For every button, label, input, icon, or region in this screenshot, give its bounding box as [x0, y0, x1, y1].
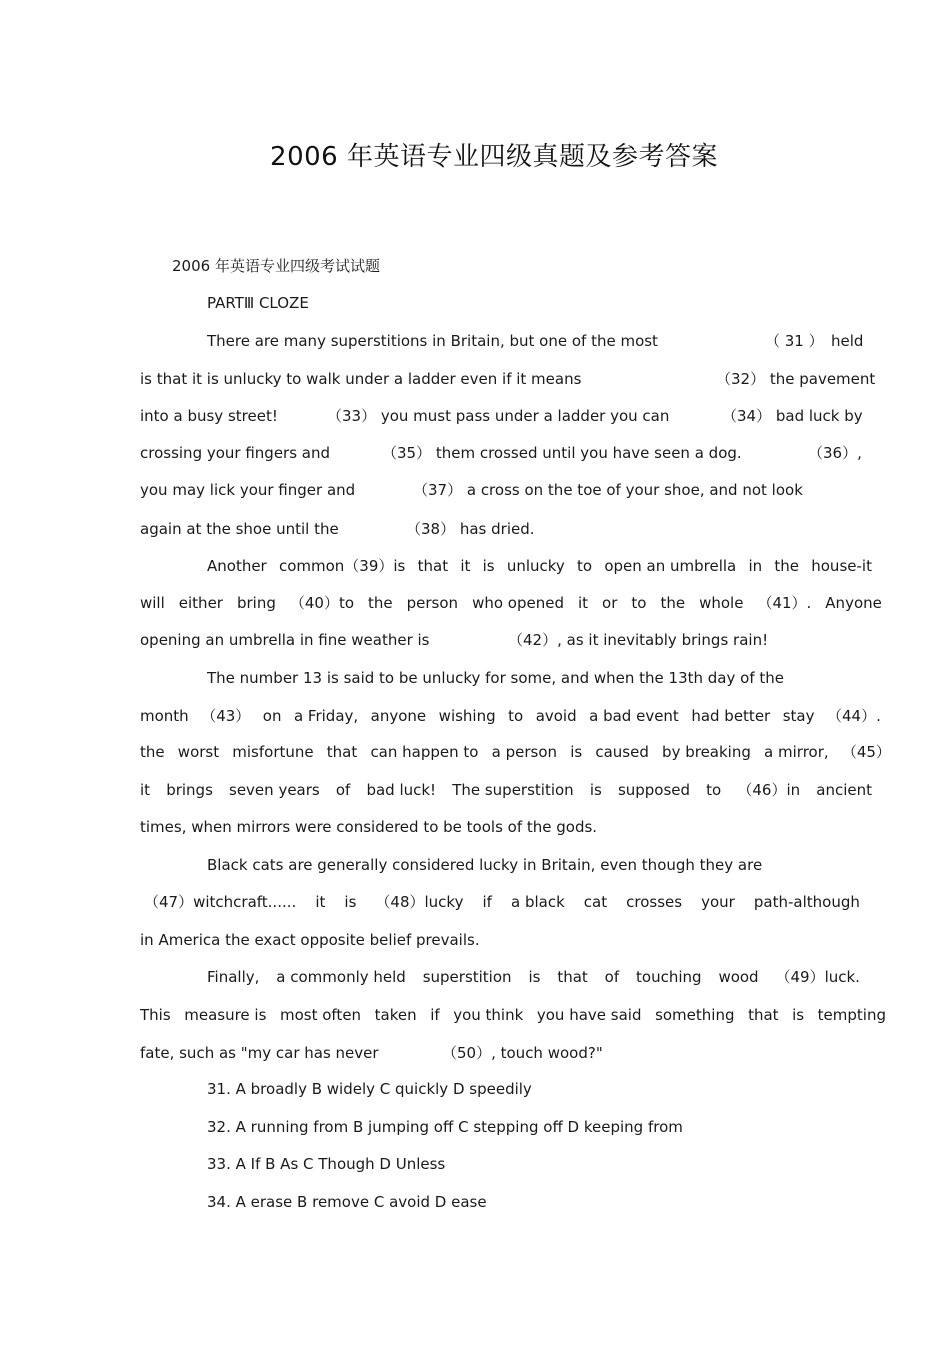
p2-line-3b: （42）, as it inevitably brings rain!: [508, 631, 769, 649]
word: of: [604, 968, 620, 986]
p2-line-3a: opening an umbrella in fine weather is: [140, 631, 430, 649]
p1-line-1b: （ 31 ）: [765, 332, 824, 350]
word: if: [482, 893, 492, 911]
option-34: 34. A erase B remove C avoid D ease: [207, 1193, 487, 1211]
word: superstition: [422, 968, 512, 986]
p1-line-2b: （32） the pavement: [716, 370, 876, 388]
word: supposed: [617, 781, 691, 799]
word: a bad event: [589, 707, 679, 725]
word: that: [748, 1006, 779, 1024]
word: or: [602, 594, 618, 612]
word: your: [701, 893, 735, 911]
word: seven years: [229, 781, 320, 799]
word: （46）in: [737, 781, 801, 799]
word: the: [368, 594, 393, 612]
word: on: [262, 707, 282, 725]
word: wishing: [438, 707, 496, 725]
word: is: [570, 743, 583, 761]
p2-line-1: [207, 556, 872, 576]
word: （40）to: [289, 594, 355, 612]
word: had better: [691, 707, 771, 725]
p5-line-3b: （50）, touch wood?": [442, 1044, 603, 1062]
p1-line-3b: （33） you must pass under a ladder you can: [327, 407, 670, 425]
subtitle-year: 2006: [172, 257, 215, 275]
word: it: [460, 557, 471, 575]
p1-line-4a: crossing your fingers and: [140, 444, 331, 462]
word: Finally,: [207, 968, 260, 986]
word: cat: [583, 893, 608, 911]
word: open an umbrella: [604, 557, 737, 575]
word: crosses: [626, 893, 683, 911]
word: it: [577, 594, 589, 612]
word: Another: [207, 557, 267, 575]
p1-line-6a: again at the shoe until the: [140, 520, 339, 538]
part-heading: PARTⅢ CLOZE: [207, 294, 309, 312]
word: a Friday,: [293, 707, 359, 725]
word: stay: [782, 707, 815, 725]
option-31: 31. A broadly B widely C quickly D speedily: [207, 1080, 532, 1098]
p1-line-4b: （35） them crossed until you have seen a dog.: [382, 444, 742, 462]
word: to: [631, 594, 647, 612]
p5-line-3a: fate, such as "my car has never: [140, 1044, 379, 1062]
word: path-although: [753, 893, 860, 911]
p1-line-5a: you may lick your finger and: [140, 481, 356, 499]
option-33: 33. A If B As C Though D Unless: [207, 1155, 446, 1173]
word: measure is: [184, 1006, 267, 1024]
word: to: [508, 707, 524, 725]
word: brings: [166, 781, 213, 799]
word: is: [589, 781, 602, 799]
word: （49）luck.: [775, 968, 860, 986]
word: touching: [636, 968, 702, 986]
word: is: [528, 968, 541, 986]
word: a commonly held: [276, 968, 406, 986]
word: it: [315, 893, 326, 911]
word: misfortune: [232, 743, 314, 761]
word: either: [178, 594, 223, 612]
word: is: [344, 893, 357, 911]
word: The superstition: [452, 781, 574, 799]
subtitle-text: 年英语专业四级考试试题: [214, 257, 380, 275]
word: This: [140, 1006, 171, 1024]
word: a black: [510, 893, 565, 911]
word: you think: [453, 1006, 524, 1024]
p4-line-3: in America the exact opposite belief prevails.: [140, 931, 480, 949]
word: bring: [236, 594, 276, 612]
word: the: [774, 557, 800, 575]
word: avoid: [535, 707, 577, 725]
p3-line-2: [140, 706, 881, 726]
word: the: [140, 743, 165, 761]
p1-line-5b: （37） a cross on the toe of your shoe, and not look: [413, 481, 803, 499]
p4-line-1: Black cats are generally considered lucky in Britain, even though they are: [207, 856, 763, 874]
word: is: [792, 1006, 805, 1024]
word: （48）lucky: [375, 893, 464, 911]
word: tempting: [817, 1006, 886, 1024]
word: （43）: [201, 707, 251, 725]
word: month: [140, 707, 189, 725]
p2-line-2: [140, 593, 882, 613]
word: unlucky: [506, 557, 565, 575]
word: （41）.: [757, 594, 812, 612]
word: person: [406, 594, 459, 612]
word: ancient: [816, 781, 872, 799]
word: the: [660, 594, 686, 612]
word: you have said: [536, 1006, 642, 1024]
word: taken: [374, 1006, 417, 1024]
word: whole: [699, 594, 744, 612]
p5-line-2: [140, 1005, 886, 1025]
word: Anyone: [825, 594, 882, 612]
p1-line-6b: （38） has dried.: [406, 520, 535, 538]
page-title: 2006 年英语专业四级真题及参考答案: [270, 142, 718, 172]
word: （47）witchcraft......: [144, 893, 297, 911]
word: in: [748, 557, 763, 575]
p3-line-4: [140, 780, 872, 800]
word: if: [430, 1006, 440, 1024]
word: bad luck!: [366, 781, 437, 799]
p1-line-3a: into a busy street!: [140, 407, 278, 425]
p1-line-1a: There are many superstitions in Britain, but one of the most: [207, 332, 658, 350]
word: anyone: [370, 707, 427, 725]
p1-line-2a: is that it is unlucky to walk under a ladder even if it means: [140, 370, 582, 388]
word: that: [417, 557, 449, 575]
word: who opened: [472, 594, 564, 612]
subtitle: [172, 256, 380, 276]
word: is: [482, 557, 495, 575]
word: can happen to: [370, 743, 479, 761]
word: wood: [718, 968, 759, 986]
word: by breaking: [662, 743, 751, 761]
word: common（39）is: [278, 557, 406, 575]
p5-line-1: [207, 967, 860, 987]
p1-line-3c: （34） bad luck by: [722, 407, 863, 425]
word: to: [706, 781, 722, 799]
p3-line-1: The number 13 is said to be unlucky for some, and when the 13th day of the: [207, 669, 784, 687]
p4-line-2: [144, 892, 860, 912]
word: to: [577, 557, 593, 575]
word: that: [326, 743, 358, 761]
word: it: [140, 781, 151, 799]
p3-line-3: [140, 742, 891, 762]
p1-line-4c: （36）,: [808, 444, 862, 462]
word: （45）: [841, 743, 891, 761]
word: a person: [491, 743, 558, 761]
word: something: [655, 1006, 735, 1024]
word: a mirror,: [764, 743, 829, 761]
option-32: 32. A running from B jumping off C stepping off D keeping from: [207, 1118, 683, 1136]
word: most often: [279, 1006, 362, 1024]
word: worst: [177, 743, 220, 761]
p1-line-1c: held: [831, 332, 864, 350]
word: that: [557, 968, 588, 986]
word: house-it: [811, 557, 872, 575]
word: will: [140, 594, 165, 612]
word: （44）.: [826, 707, 881, 725]
word: caused: [595, 743, 649, 761]
p3-line-5: times, when mirrors were considered to be tools of the gods.: [140, 818, 598, 836]
word: of: [335, 781, 351, 799]
